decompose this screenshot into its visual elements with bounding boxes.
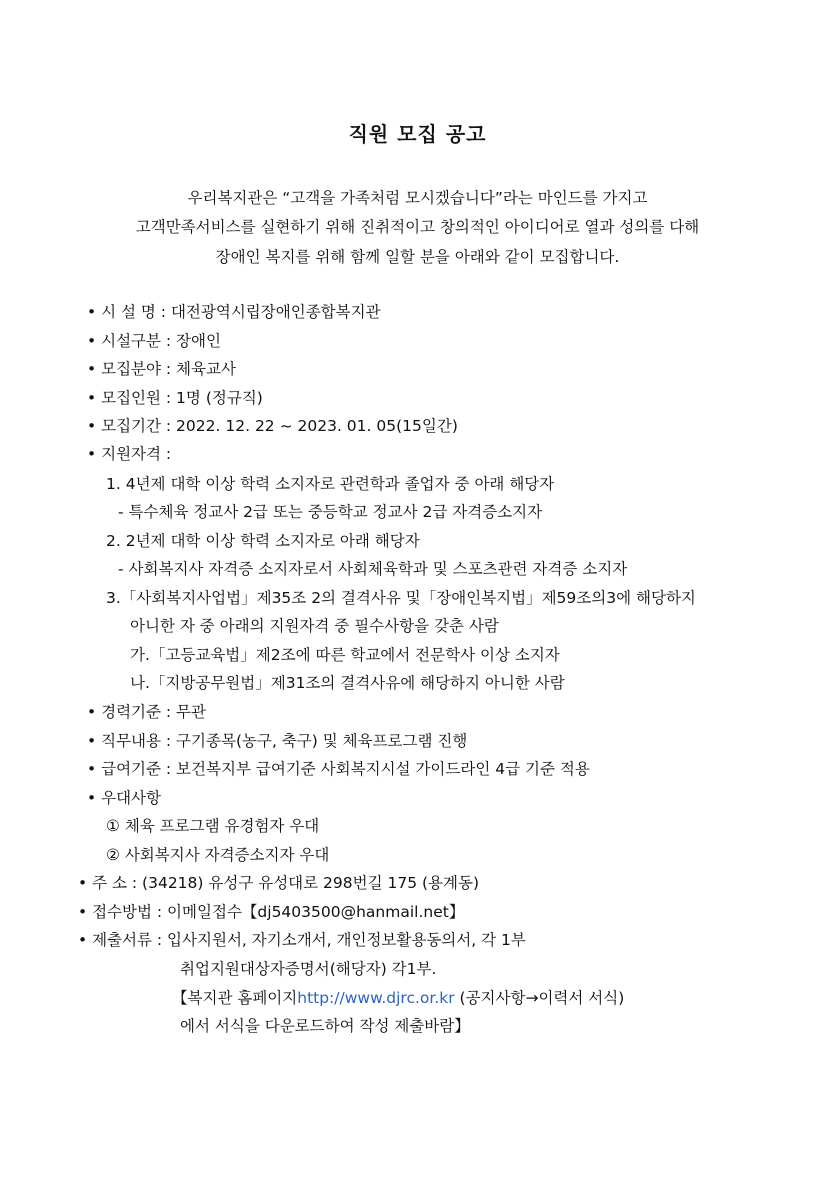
documents-line-1: 제출서류 : 입사지원서, 자기소개서, 개인정보활용동의서, 각 1부 [92,931,526,949]
intro-line-2: 고객만족서비스를 실현하기 위해 진취적이고 창의적인 아이디어로 열과 성의를 다해 [135,218,700,236]
submission-method-row [78,900,464,922]
duties-row [87,729,467,751]
qualification-heading-row [87,442,171,464]
period-row [87,414,458,436]
facility-name: 시 설 명 : 대전광역시립장애인종합복지관 [101,303,381,321]
qualification-1: 1. 4년제 대학 이상 학력 소지자로 관련학과 졸업자 중 아래 해당자 [106,475,555,493]
recruitment-period: 모집기간 : 2022. 12. 22 ~ 2023. 01. 05(15일간) [101,417,458,435]
bullet: • [87,303,97,321]
address: 주 소 : (34218) 유성구 유성대로 298번길 175 (용계동) [92,874,480,892]
facility-name-row [87,300,381,322]
qualification-3-b: 나.「지방공무원법」제31조의 결격사유에 해당하지 아니한 사람 [130,674,565,692]
facility-type-row [87,329,221,351]
headcount: 모집인원 : 1명 (정규직) [101,389,263,407]
qualification-1-sub: - 특수체육 정교사 2급 또는 중등학교 정교사 2급 자격증소지자 [118,503,543,521]
address-row [78,871,479,893]
salary-row [87,757,590,779]
documents-line-4: 에서 서식을 다운로드하여 작성 제출바람】 [180,1017,470,1035]
qualification-2-sub: - 사회복지사 자격증 소지자로서 사회체육학과 및 스포츠관련 자격증 소지자 [118,560,628,578]
experience-row [87,700,206,722]
bullet: • [87,360,97,378]
bullet: • [87,732,97,750]
page-title: 직원 모집 공고 [348,122,487,146]
homepage-suffix: (공지사항→이력서 서식) [454,989,625,1007]
homepage-prefix: 【복지관 홈페이지 [172,989,298,1007]
experience: 경력기준 : 무관 [101,703,207,721]
intro-line-1: 우리복지관은 “고객을 가족처럼 모시겠습니다”라는 마인드를 가지고 [187,189,648,207]
salary: 급여기준 : 보건복지부 급여기준 사회복지시설 가이드라인 4급 기준 적용 [101,760,590,778]
intro-line-3: 장애인 복지를 위해 함께 일할 분을 아래와 같이 모집합니다. [215,248,620,266]
bullet: • [87,703,97,721]
duties: 직무내용 : 구기종목(농구, 축구) 및 체육프로그램 진행 [101,732,468,750]
headcount-row [87,386,263,408]
qualification-2: 2. 2년제 대학 이상 학력 소지자로 아래 해당자 [106,532,420,550]
bullet: • [87,445,97,463]
bullet: • [87,789,97,807]
bullet: • [78,931,88,949]
preference-heading: 우대사항 [101,789,161,807]
bullet: • [78,903,88,921]
qualification-3: 3.「사회복지사업법」제35조 2의 결격사유 및「장애인복지법」제59조의3에 해당하지 [106,589,696,607]
field-row [87,357,236,379]
documents-row [78,928,526,950]
bullet: • [87,332,97,350]
recruitment-field: 모집분야 : 체육교사 [101,360,236,378]
qualification-3-a: 가.「고등교육법」제2조에 따른 학교에서 전문학사 이상 소지자 [130,646,560,664]
bullet: • [87,389,97,407]
bullet: • [87,417,97,435]
qualification-heading: 지원자격 : [101,445,172,463]
homepage-link[interactable]: http://www.djrc.or.kr [297,989,455,1007]
bullet: • [87,760,97,778]
preference-1: ① 체육 프로그램 유경험자 우대 [106,817,320,835]
facility-type: 시설구분 : 장애인 [101,332,221,350]
preference-2: ② 사회복지사 자격증소지자 우대 [106,846,330,864]
documents-line-2: 취업지원대상자증명서(해당자) 각1부. [180,960,437,978]
qualification-3-continued: 아니한 자 중 아래의 지원자격 중 필수사항을 갖춘 사람 [130,617,499,635]
bullet: • [78,874,88,892]
documents-line-3 [172,986,624,1008]
preference-heading-row [87,786,161,808]
submission-method: 접수방법 : 이메일접수【dj5403500@hanmail.net】 [92,903,465,921]
